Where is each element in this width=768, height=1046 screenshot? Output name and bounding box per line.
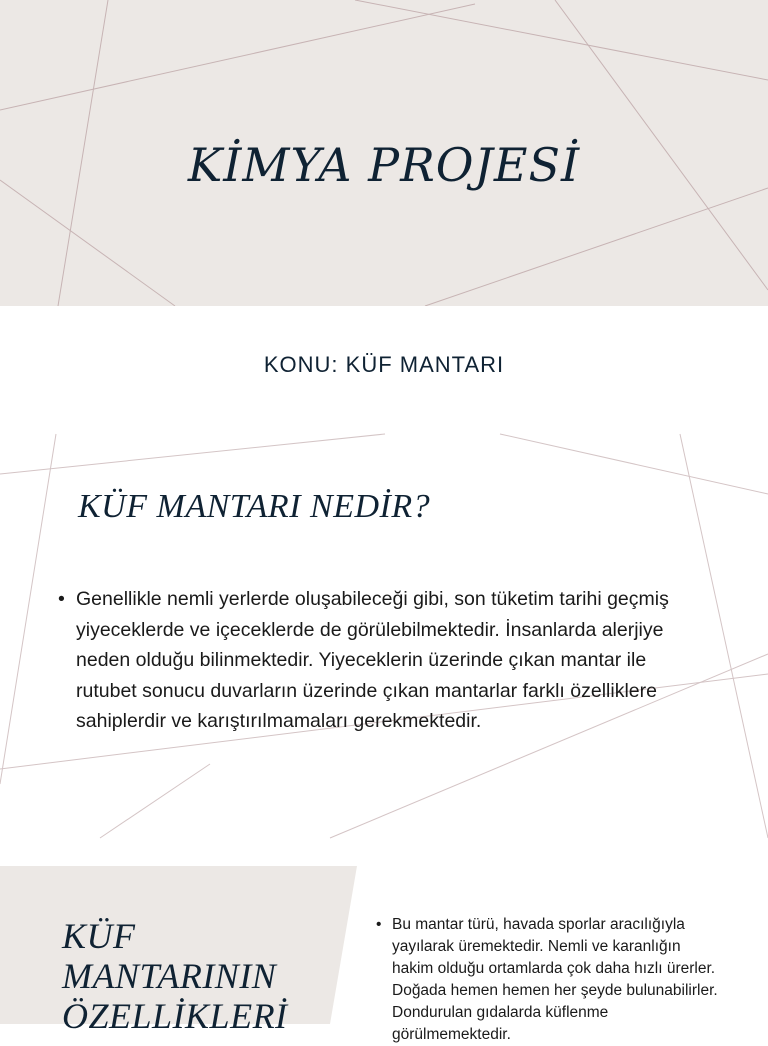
features-heading-line: KÜF — [62, 916, 136, 956]
features-slide — [0, 866, 768, 1043]
cover-title: KİMYA PROJESİ — [187, 138, 581, 192]
cover-slide — [0, 0, 768, 306]
bullet-icon: • — [376, 916, 382, 933]
features-heading-line: MANTARININ — [62, 956, 277, 996]
topic-subtitle: KONU: KÜF MANTARI — [263, 352, 505, 377]
features-heading-line: ÖZELLİKLERİ — [62, 996, 288, 1036]
list-item — [58, 584, 698, 737]
features-bullet-list — [374, 914, 726, 1046]
list-item — [374, 914, 726, 1046]
bullet-text: Bu mantar türü, havada sporlar aracılığıyla yayılarak üremektedir. Nemli ve karanlığın hakim olduğu ortamlarda çok daha hızlı ürerler. Doğada hemen hemen her şeyde bulunabilirler. Dondurulan gıdalarda küflenme görülmemektedir. — [392, 916, 718, 1043]
bullet-text: Genellikle nemli yerlerde oluşabileceği gibi, son tüketim tarihi geçmiş yiyeceklerde ve içeceklerde de görülebilmektedir. İnsanlarda alerjiye neden olduğu bilinmektedir. Yiyeceklerin üzerinde çıkan mantar ile rutubet sonucu duvarların üzerinde çıkan mantarlar farklı özelliklere sahiplerdir ve karıştırılmamaları gerekmektedir. — [76, 588, 669, 732]
features-heading — [62, 916, 362, 1036]
bullet-icon: • — [58, 588, 65, 610]
definition-heading: KÜF MANTARI NEDİR? — [78, 488, 431, 525]
definition-slide — [0, 434, 768, 838]
definition-bullet-list — [58, 584, 698, 737]
